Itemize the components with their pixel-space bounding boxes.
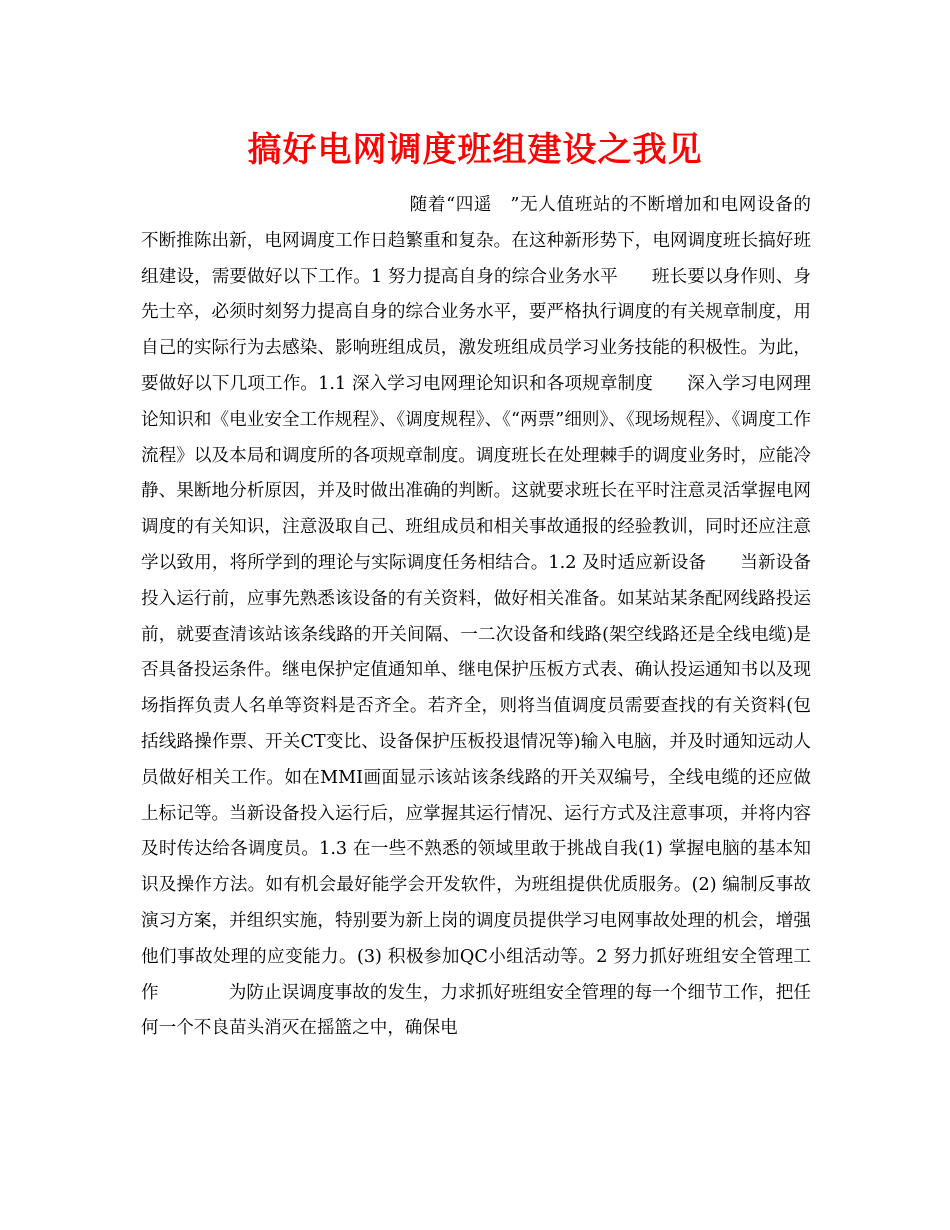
body-segment-3: 深入学习电网理论知识和《电业安全工作规程》、《调度规程》、《“两票”细则》、《现场规程》、《调度工作流程》以及本局和调度所的各项规章制度。调度班长在处理棘手的调度业务时，应能冷静、果断地分析原因，并及时做出准确的判断。这就要求班长在平时注意灵活掌握电网调度的有关知识，注意汲取自己、班组成员和相关事故通报的经验教训，同时还应注意学以致用，将所学到的理论与实际调度任务相结合。1.2 及时适应新设备	[141, 373, 811, 573]
body-segment-2: 班长要以身作则、身先士卒，必须时刻努力提高自身的综合业务水平，要严格执行调度的有关规章制度，用自己的实际行为去感染、影响班组成员，激发班组成员学习业务技能的积极性。为此，要做好以下几项工作。1.1 深入学习电网理论知识和各项规章制度	[141, 266, 811, 394]
body-segment-4: 当新设备投入运行前，应事先熟悉该设备的有关资料，做好相关准备。如某站某条配网线路投运前，就要查清该站该条线路的开关间隔、一二次设备和线路(架空线路还是全线电缆)是否具备投运条件。继电保护定值通知单、继电保护压板方式表、确认投运通知书以及现场指挥负责人名单等资料是否齐全。若齐全，则将当值调度员需要查找的有关资料(包括线路操作票、开关CT变比、设备保护压板投退情况等)输入电脑，并及时通知远动人员做好相关工作。如在MMI画面显示该站该条线路的开关双编号，全线电缆的还应做上标记等。当新设备投入运行后，应掌握其运行情况、运行方式及注意事项，并将内容及时传达给各调度员。1.3 在一些不熟悉的领域里敢于挑战自我(1) 掌握电脑的基本知识及操作方法。如有机会最好能学会开发软件，为班组提供优质服务。(2) 编制反事故演习方案，并组织实施，特别要为新上岗的调度员提供学习电网事故处理的机会，增强他们事故处理的应变能力。(3) 积极参加QC小组活动等。2 努力抓好班组安全管理工作	[141, 552, 811, 1003]
document-title: 搞好电网调度班组建设之我见	[247, 130, 703, 170]
body-segment-5: 为防止误调度事故的发生，力求抓好班组安全管理的每一个细节工作，把任何一个不良苗头消灭在摇篮之中，确保电	[141, 982, 811, 1039]
document-body	[141, 188, 811, 1047]
body-segment-1: 随着“四遥 ”无人值班站的不断增加和电网设备的不断推陈出新，电网调度工作日趋繁重和复杂。在这种新形势下，电网调度班长搞好班组建设，需要做好以下工作。1 努力提高自身的综合业务水平	[141, 195, 811, 287]
